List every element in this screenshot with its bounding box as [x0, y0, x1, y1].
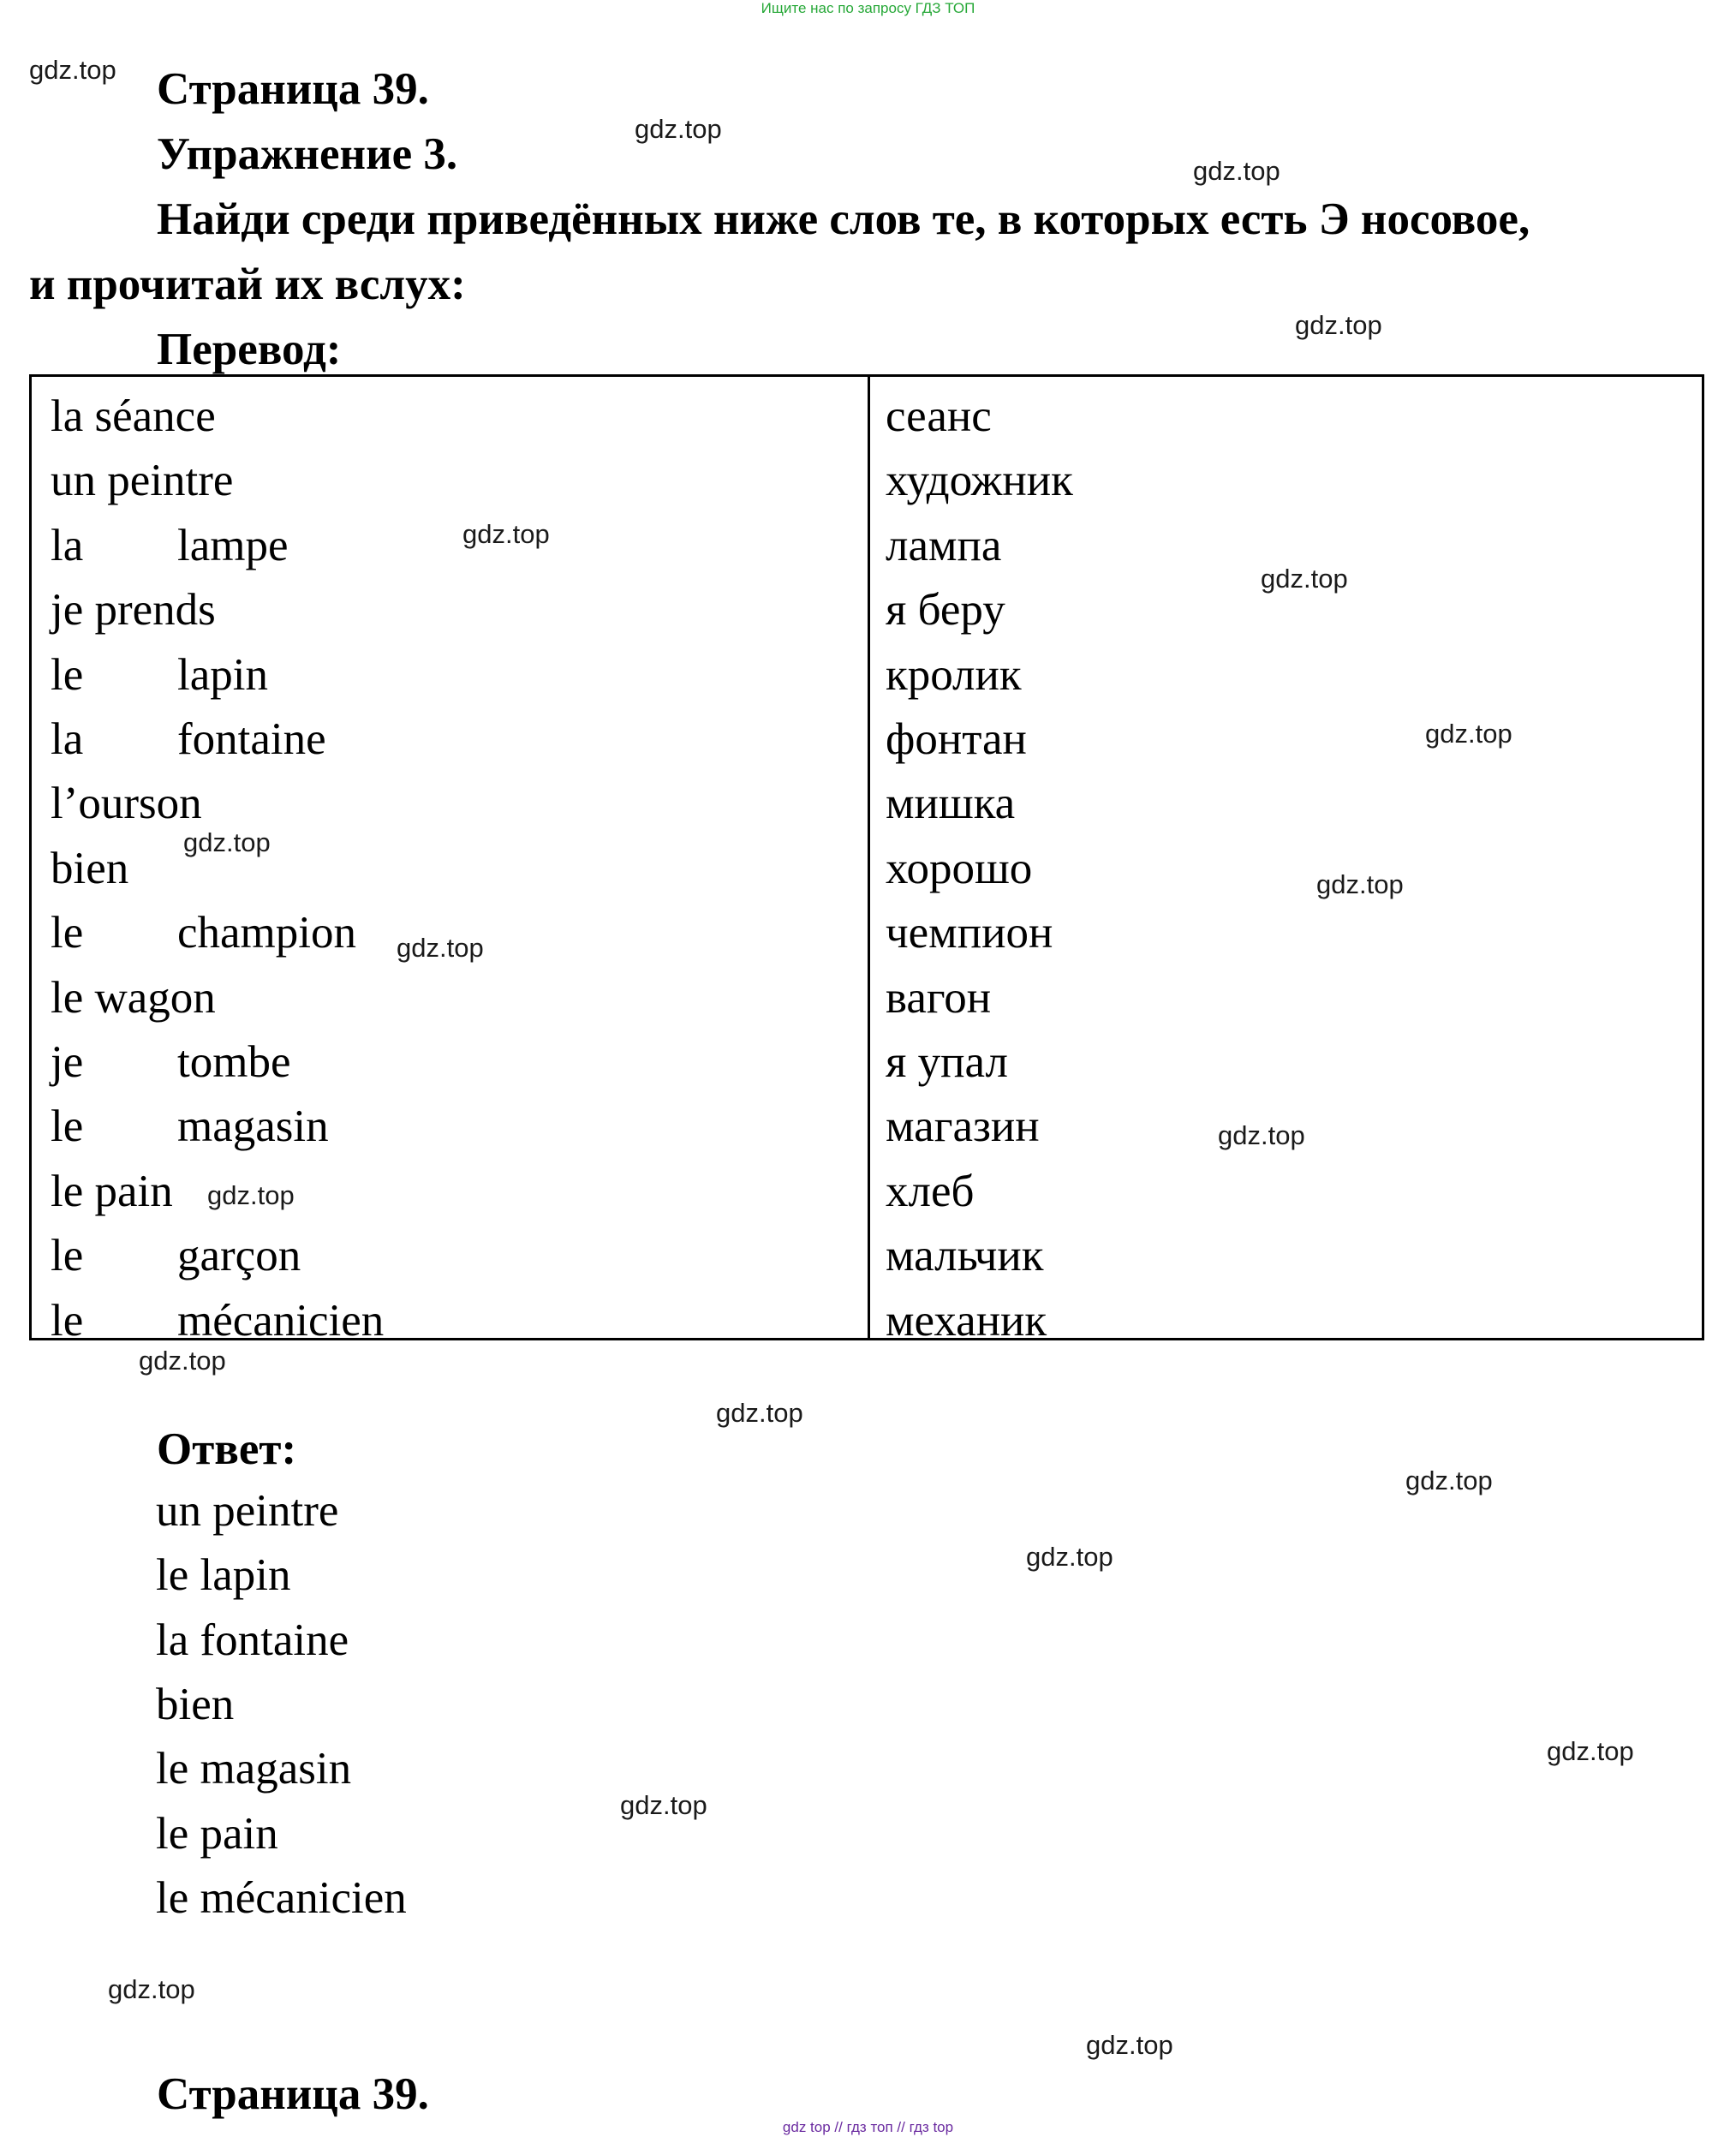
table-cell-french-word: garçon [177, 1231, 301, 1281]
table-cell-french-lead: le wagon [51, 972, 216, 1023]
task-line-2: и прочитай их вслух: [29, 260, 466, 309]
table-cell-french-lead: le [51, 649, 84, 700]
table-cell-russian: хорошо [886, 843, 1033, 893]
table-cell-russian: чемпион [886, 908, 1053, 958]
table-cell-russian: механик [886, 1295, 1047, 1346]
table-divider [868, 377, 870, 1338]
table-cell-russian: фонтан [886, 714, 1027, 764]
exercise-title: Упражнение 3. [157, 129, 458, 179]
answer-heading: Ответ: [157, 1424, 297, 1474]
watermark: gdz.top [29, 55, 116, 85]
watermark: gdz.top [1295, 310, 1382, 340]
table-cell-french-lead: l’ourson [51, 779, 202, 829]
watermark: gdz.top [635, 114, 722, 144]
table-cell-russian: мальчик [886, 1231, 1044, 1281]
table-cell-french-word: lampe [177, 520, 289, 570]
answer-item: la fontaine [156, 1615, 349, 1665]
watermark: gdz.top [108, 1974, 195, 2004]
table-cell-french-lead: le [51, 1295, 84, 1346]
watermark: gdz.top [1086, 2030, 1173, 2060]
watermark: gdz.top [1261, 564, 1348, 594]
watermark: gdz.top [716, 1398, 803, 1428]
watermark: gdz.top [462, 519, 550, 549]
table-cell-russian: лампа [886, 520, 1002, 570]
footer-page-title: Страница 39. [157, 2069, 429, 2119]
table-cell-french-lead: je [51, 1037, 84, 1087]
table-cell-french-lead: bien [51, 843, 129, 893]
table-cell-french-word: champion [177, 908, 356, 958]
translation-heading: Перевод: [157, 325, 342, 374]
watermark: gdz.top [1193, 156, 1280, 186]
watermark: gdz.top [1316, 869, 1404, 899]
table-cell-french-lead: je prends [51, 585, 216, 636]
table-cell-russian: художник [886, 456, 1073, 506]
watermark: gdz.top [620, 1790, 707, 1820]
answer-item: le pain [156, 1808, 278, 1859]
table-cell-french-lead: un peintre [51, 456, 234, 506]
watermark: gdz.top [183, 827, 271, 857]
table-cell-russian: вагон [886, 972, 992, 1023]
watermark: gdz.top [1547, 1736, 1634, 1766]
translation-table [29, 374, 1704, 1346]
answer-item: le mécanicien [156, 1872, 407, 1923]
table-cell-french-lead: la séance [51, 391, 216, 441]
watermark: gdz.top [397, 933, 484, 963]
watermark: gdz.top [1218, 1120, 1305, 1150]
table-cell-french-lead: le [51, 908, 84, 958]
table-cell-french-lead: le [51, 1101, 84, 1152]
watermark: gdz.top [1405, 1465, 1493, 1495]
answer-item: le lapin [156, 1550, 291, 1601]
table-cell-russian: кролик [886, 649, 1022, 700]
watermark: gdz.top [1425, 719, 1512, 749]
table-cell-french-lead: la [51, 520, 84, 570]
watermark: gdz.top [1026, 1542, 1113, 1572]
table-cell-french-word: fontaine [177, 714, 326, 764]
table-cell-russian: мишка [886, 779, 1016, 829]
table-cell-french-lead: le pain [51, 1166, 173, 1216]
bottom-links[interactable]: gdz top // гдз топ // гдз top [782, 2119, 954, 2135]
table-cell-french-word: mécanicien [177, 1295, 385, 1346]
table-cell-russian: хлеб [886, 1166, 975, 1216]
table-cell-french-word: magasin [177, 1101, 329, 1152]
table-cell-french-word: tombe [177, 1037, 291, 1087]
watermark: gdz.top [139, 1346, 226, 1376]
answer-item: bien [156, 1679, 235, 1729]
table-cell-french-lead: la [51, 714, 84, 764]
answer-item: un peintre [156, 1486, 339, 1536]
watermark: gdz.top [207, 1180, 295, 1210]
table-cell-russian: я беру [886, 585, 1005, 636]
table-cell-french-word: lapin [177, 649, 268, 700]
answer-item: le magasin [156, 1744, 352, 1794]
table-cell-russian: сеанс [886, 391, 992, 441]
task-line-1: Найди среди приведённых ниже слов те, в которых есть Э носовое, [157, 194, 1530, 244]
top-search-note[interactable]: Ищите нас по запросу ГДЗ ТОП [761, 0, 975, 16]
table-cell-russian: магазин [886, 1101, 1040, 1152]
table-cell-french-lead: le [51, 1231, 84, 1281]
page-title: Страница 39. [157, 64, 429, 114]
table-cell-russian: я упал [886, 1037, 1008, 1087]
